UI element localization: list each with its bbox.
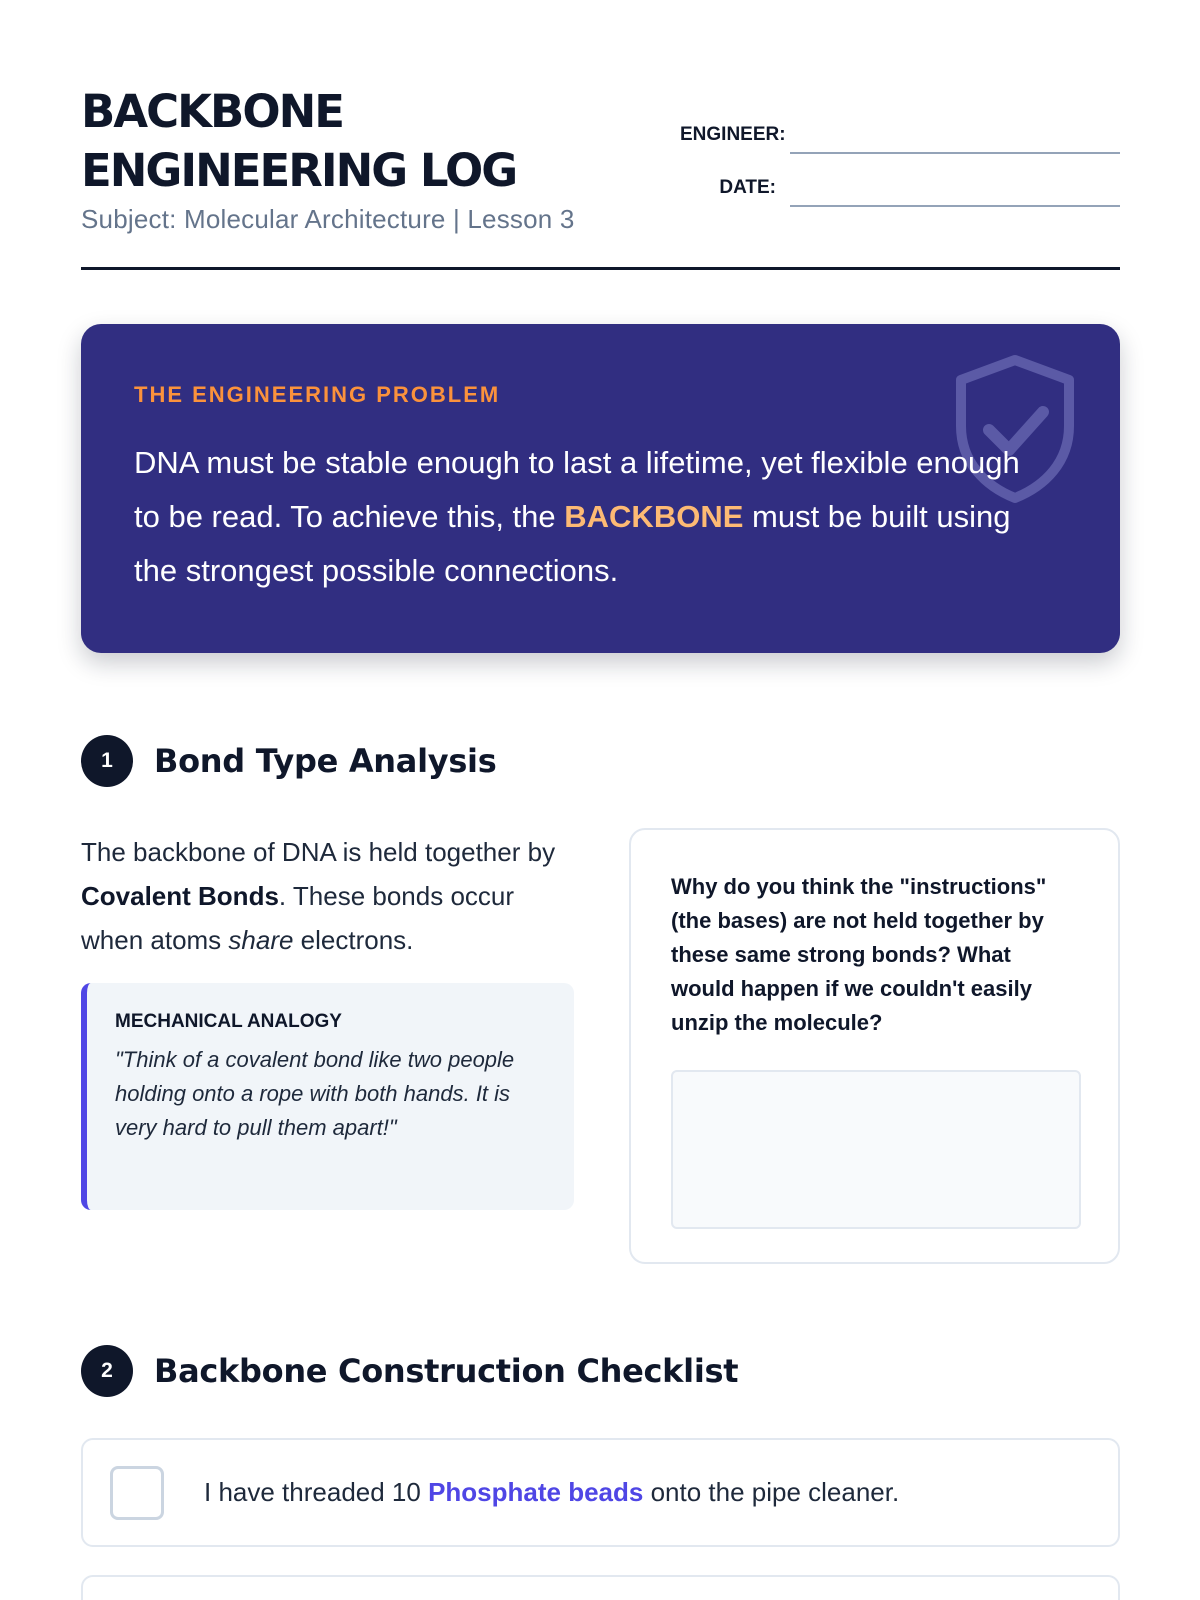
answer-box[interactable] <box>671 1070 1081 1229</box>
checklist-item-text <box>204 1477 899 1508</box>
engineer-label: ENGINEER: <box>680 124 786 145</box>
date-input-line[interactable] <box>790 169 1120 207</box>
engineer-field <box>680 116 1120 154</box>
problem-text-end: must be built using the strongest possible connections. <box>134 499 1011 588</box>
page-title <box>81 82 516 200</box>
bond-intro-text <box>81 830 581 962</box>
checklist-item <box>81 1438 1120 1547</box>
checklist-text-end: onto the pipe cleaner. <box>643 1477 900 1507</box>
intro-part-3: electrons. <box>293 925 414 955</box>
header-divider <box>81 267 1120 270</box>
section-1-number-badge: 1 <box>81 735 133 787</box>
title-line-1: BACKBONE <box>81 85 343 138</box>
page-subtitle: Subject: Molecular Architecture | Lesson 3 <box>81 204 575 234</box>
date-field <box>680 169 1120 207</box>
intro-italic-term: share <box>228 925 294 955</box>
question-text: Why do you think the "instructions" (the bases) are not held together by these same strong bonds? What would happen if we couldn't easily unzip the molecule? <box>671 874 1047 1035</box>
header-fields <box>680 116 1120 222</box>
section-2-number-badge: 2 <box>81 1345 133 1397</box>
engineering-problem-card <box>81 324 1120 653</box>
section-2-title: Backbone Construction Checklist <box>154 1352 739 1390</box>
checklist-text-start: I have threaded 10 <box>204 1477 429 1507</box>
mechanical-analogy-callout <box>81 983 574 1210</box>
intro-part-2: . These bonds occur when atoms <box>81 881 515 955</box>
question-card <box>629 828 1120 1264</box>
section-1-heading <box>81 735 496 787</box>
engineer-input-line[interactable] <box>790 116 1120 154</box>
analogy-label: MECHANICAL ANALOGY <box>115 1011 342 1032</box>
analogy-quote: "Think of a covalent bond like two people holding onto a rope with both hands. It is very hard to pull them apart!" <box>115 1047 515 1140</box>
problem-text <box>134 436 1034 598</box>
problem-label: THE ENGINEERING PROBLEM <box>134 382 501 407</box>
checklist-item-next <box>81 1575 1120 1600</box>
section-1-title: Bond Type Analysis <box>154 742 497 780</box>
checklist-accent-term: Phosphate beads <box>428 1477 644 1507</box>
intro-part-1: The backbone of DNA is held together by <box>81 837 556 867</box>
title-line-2: ENGINEERING LOG <box>81 144 517 197</box>
intro-bold-term: Covalent Bonds <box>81 881 279 911</box>
checklist-checkbox[interactable] <box>110 1466 164 1520</box>
problem-text-start: DNA must be stable enough to last a lifetime, yet flexible enough to be read. To achieve this, the <box>134 445 1020 534</box>
section-2-heading <box>81 1345 738 1397</box>
problem-highlight: BACKBONE <box>564 499 744 534</box>
date-label: DATE: <box>719 177 776 198</box>
